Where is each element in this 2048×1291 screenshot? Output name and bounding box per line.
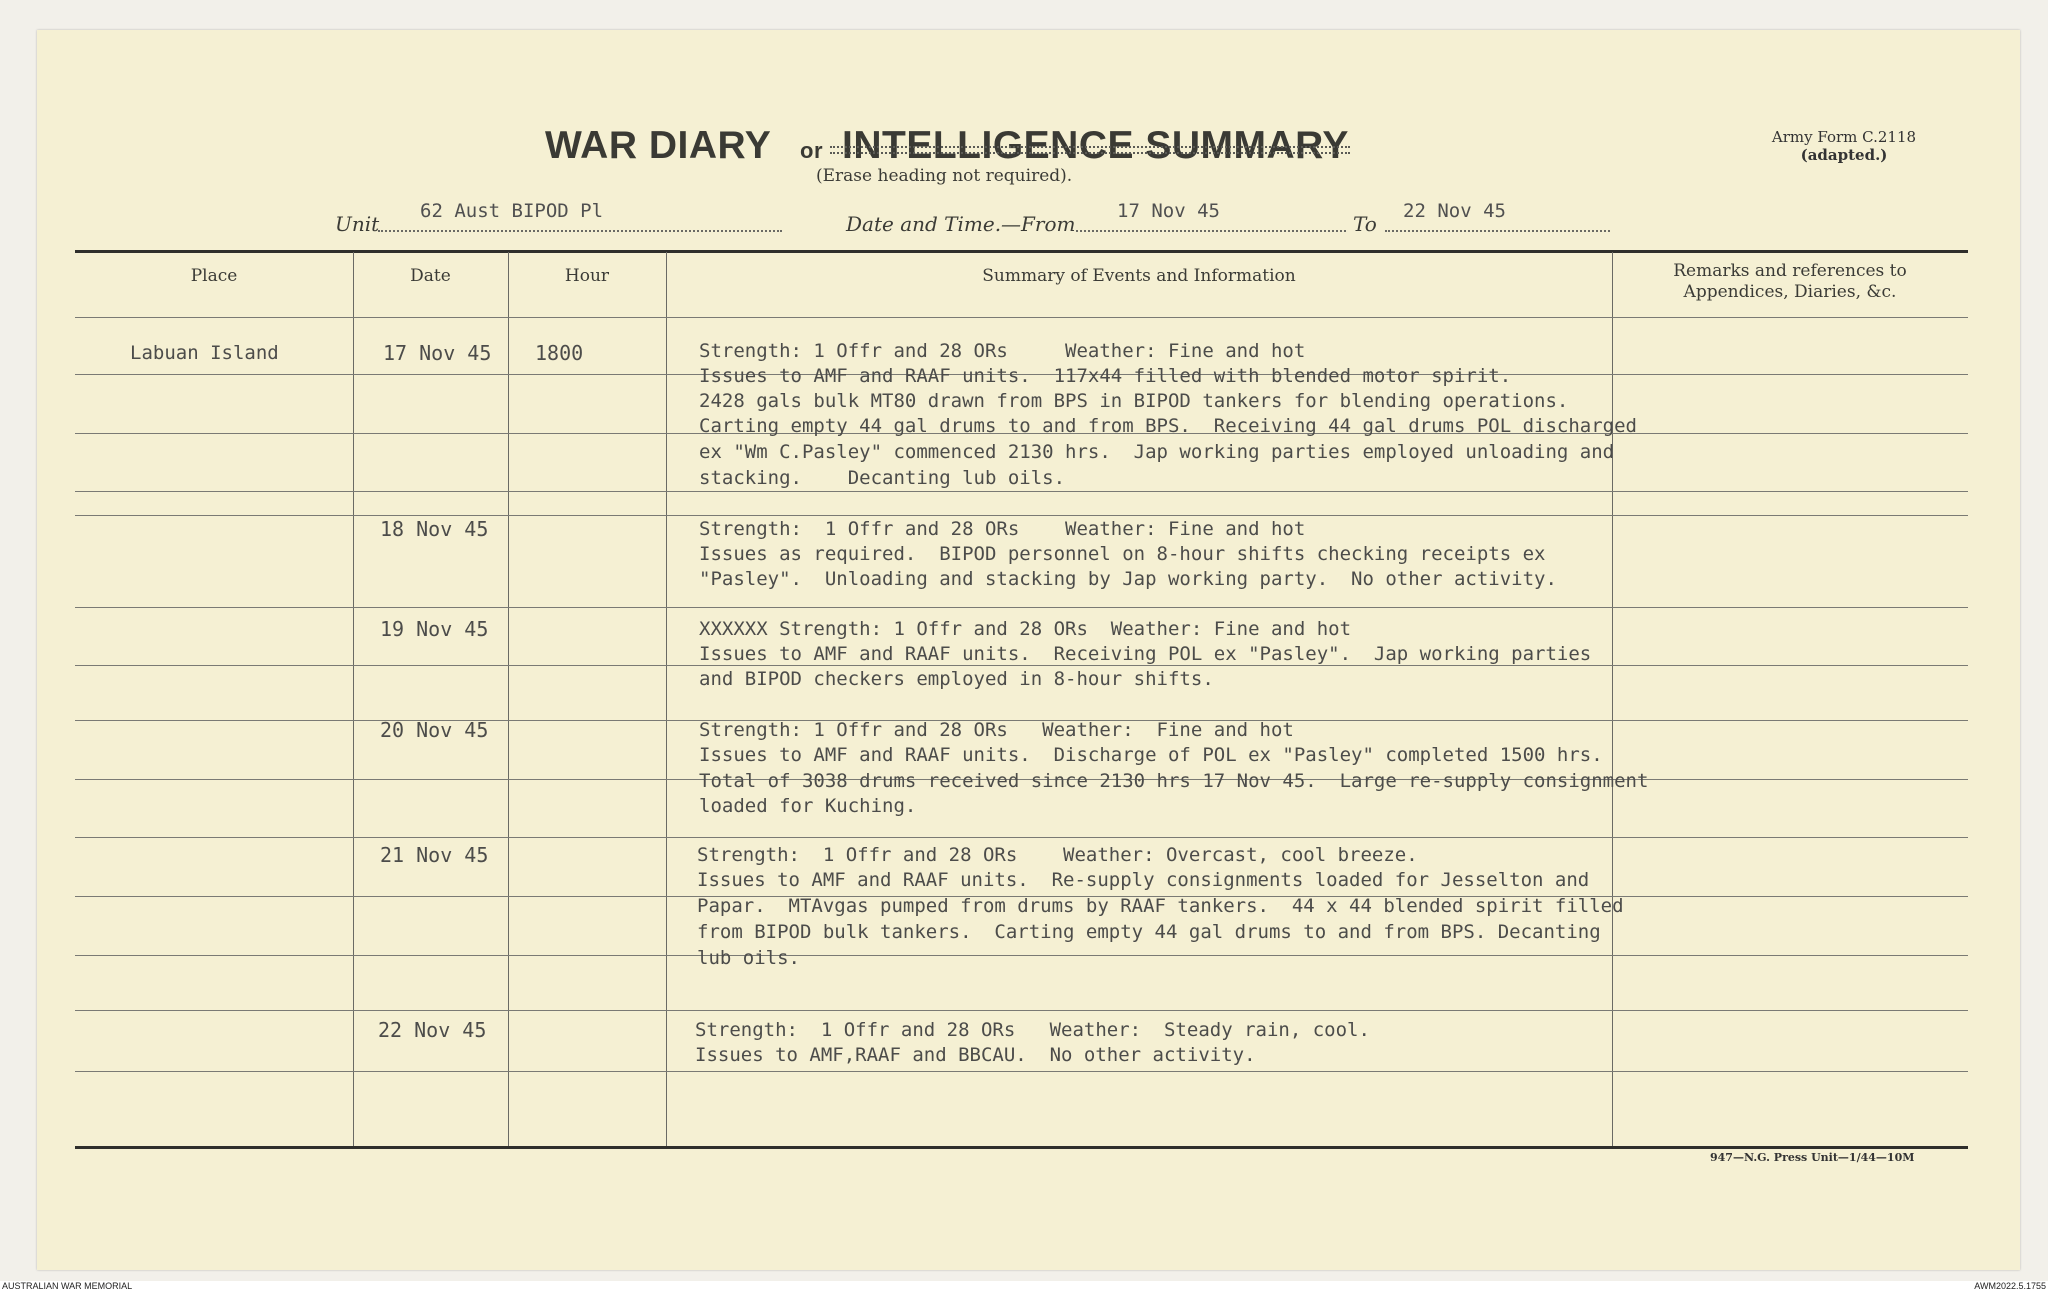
army-form-line2: (adapted.) [1800,146,1888,164]
col-header-remarks-line2: Appendices, Diaries, &c. [1683,282,1897,302]
entry-line: lub oils. [697,947,800,969]
col-header-summary: Summary of Events and Information [982,266,1296,286]
entry-line: ex "Wm C.Pasley" commenced 2130 hrs. Jap working parties employed unloading and [699,441,1615,463]
table-top-border [75,250,1968,253]
entry-line: Issues as required. BIPOD personnel on 8-hour shifts checking receipts ex [699,543,1546,565]
entry-line: Strength: 1 Offr and 28 ORs Weather: Fine and hot [699,340,1306,362]
ruled-line [75,837,1968,838]
entry-line: Issues to AMF and RAAF units. Receiving POL ex "Pasley". Jap working parties [699,643,1592,665]
entry-line: Strength: 1 Offr and 28 ORs Weather: Steady rain, cool. [695,1019,1370,1041]
entry-place: Labuan Island [130,342,279,364]
entry-date: 17 Nov 45 [383,341,492,365]
army-form-number [1754,128,1934,164]
entry-line: from BIPOD bulk tankers. Carting empty 44 gal drums to and from BPS. Decanting [697,921,1601,943]
archive-footer [0,1281,2048,1291]
col-divider-hour [508,252,509,1146]
meta-row [0,200,2048,236]
to-value: 22 Nov 45 [1403,200,1506,222]
ruled-line [75,317,1968,318]
title-war-diary: WAR DIARY [545,124,772,167]
ruled-line [75,491,1968,492]
entry-line: Strength: 1 Offr and 28 ORs Weather: Fine and hot [699,518,1306,540]
typed-strikeout [830,146,1350,154]
entry-line: Issues to AMF,RAAF and BBCAU. No other activity. [695,1044,1256,1066]
entry-line: Papar. MTAvgas pumped from drums by RAAF tankers. 44 x 44 blended spirit filled [697,895,1624,917]
unit-value: 62 Aust BIPOD Pl [420,200,604,222]
entry-date: 19 Nov 45 [380,617,489,641]
title-or: or [800,138,823,163]
ruled-line [75,955,1968,956]
col-header-date: Date [410,266,451,286]
footer-reference: AWM2022.5.1755 [1974,1281,2046,1291]
entry-line: 2428 gals bulk MT80 drawn from BPS in BIPOD tankers for blending operations. [699,390,1569,412]
press-mark: 947—N.G. Press Unit—1/44—10M [1710,1151,1915,1164]
to-label: To [1353,212,1377,236]
entry-line: Strength: 1 Offr and 28 ORs Weather: Overcast, cool breeze. [697,844,1418,866]
entry-hour: 1800 [535,341,584,365]
ruled-line [75,607,1968,608]
ruled-line [75,1071,1968,1072]
entry-line: Total of 3038 drums received since 2130 hrs 17 Nov 45. Large re-supply consignment [699,770,1649,792]
col-header-place: Place [190,266,238,286]
entry-line: XXXXXX Strength: 1 Offr and 28 ORs Weather: Fine and hot [699,618,1352,640]
unit-dots [378,230,782,232]
table-bottom-border [75,1146,1968,1149]
entry-line: Carting empty 44 gal drums to and from BPS. Receiving 44 gal drums POL discharged [699,415,1637,437]
col-divider-summary [666,252,667,1146]
from-dots [1076,230,1346,232]
entry-line: "Pasley". Unloading and stacking by Jap working party. No other activity. [699,568,1557,590]
entry-line: stacking. Decanting lub oils. [699,467,1066,489]
entry-line: loaded for Kuching. [699,795,917,817]
from-value: 17 Nov 45 [1117,200,1220,222]
entry-line: Issues to AMF and RAAF units. Re-supply consignments loaded for Jesselton and [697,869,1590,891]
col-divider-date [353,252,354,1146]
title-intelligence-summary: INTELLIGENCE SUMMARY [842,124,1349,167]
footer-source: AUSTRALIAN WAR MEMORIAL [2,1281,133,1291]
to-dots [1385,230,1610,232]
erase-note: (Erase heading not required). [816,166,1073,186]
entry-line: and BIPOD checkers employed in 8-hour shifts. [699,668,1214,690]
entry-line: Issues to AMF and RAAF units. 117x44 filled with blended motor spirit. [699,365,1512,387]
ruled-line [75,1010,1968,1011]
entry-date: 20 Nov 45 [380,718,489,742]
entry-date: 22 Nov 45 [378,1018,487,1042]
ruled-line [75,515,1968,516]
unit-label: Unit [335,212,380,236]
col-header-hour: Hour [564,266,610,286]
col-header-remarks-line1: Remarks and references to [1673,261,1907,281]
army-form-line1: Army Form C.2118 [1771,128,1917,146]
entry-line: Strength: 1 Offr and 28 ORs Weather: Fine and hot [699,719,1294,741]
date-time-label: Date and Time.—From [846,212,1076,236]
entry-date: 18 Nov 45 [380,517,489,541]
entry-line: Issues to AMF and RAAF units. Discharge of POL ex "Pasley" completed 1500 hrs. [699,744,1603,766]
col-divider-remarks [1612,252,1613,1146]
col-header-remarks [1612,261,1968,303]
entry-date: 21 Nov 45 [380,843,489,867]
